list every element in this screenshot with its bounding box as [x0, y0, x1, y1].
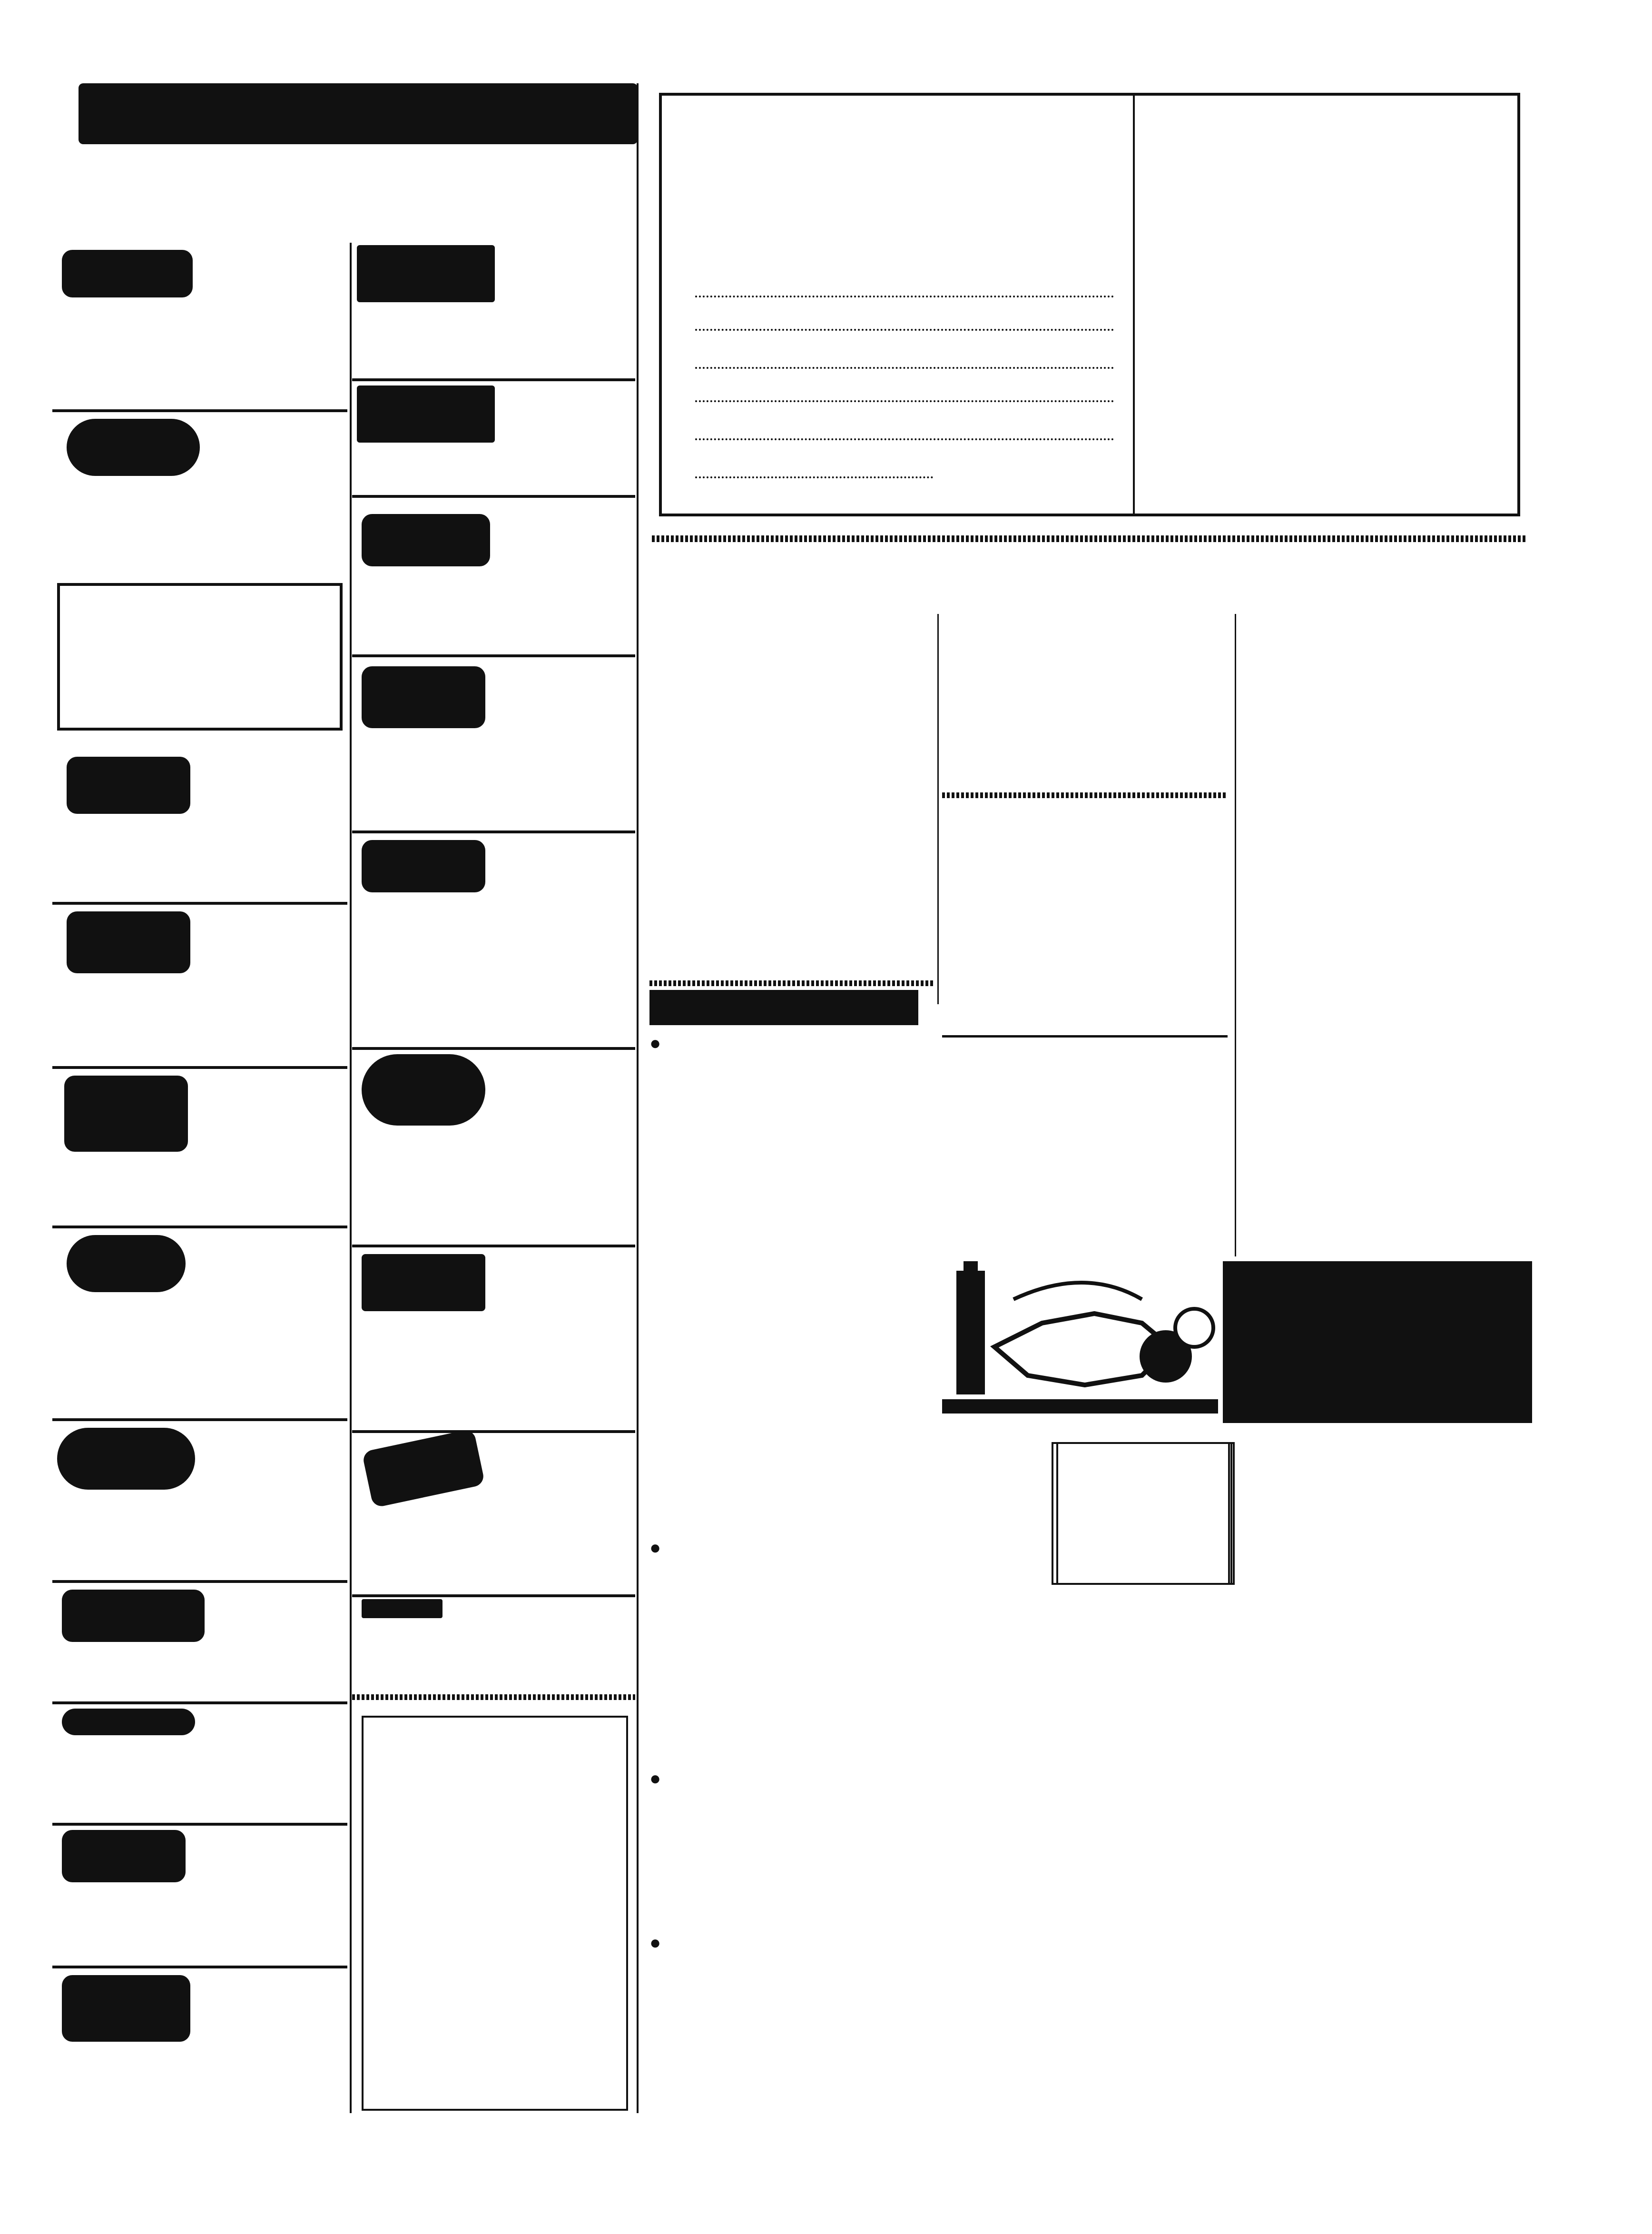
cinema-casino	[52, 1970, 347, 2108]
cartaz-header	[79, 83, 638, 144]
divider	[52, 1966, 347, 1968]
divider	[352, 830, 635, 833]
casino-logo	[62, 1975, 190, 2042]
sao-luiz-logo	[362, 514, 490, 566]
cinema-alvalade	[52, 1423, 347, 1578]
condes-logo	[362, 840, 485, 892]
concurso-morada-field[interactable]	[695, 338, 1114, 369]
odeon-logo	[67, 1235, 186, 1292]
concurso-nome-field[interactable]	[695, 267, 1114, 297]
divider	[52, 902, 347, 905]
divider	[352, 495, 635, 498]
outros-cascais: ●	[649, 1537, 661, 1558]
cinema-ideal	[52, 1830, 347, 1963]
column-rule	[637, 83, 639, 2113]
monumental-box	[57, 583, 343, 731]
concurso-box	[659, 93, 1520, 516]
liz-logo	[62, 1709, 195, 1735]
cinema-tivoli	[52, 243, 347, 407]
divider	[52, 1823, 347, 1826]
ideal-logo	[62, 1830, 186, 1882]
tivoli-logo	[62, 250, 193, 297]
column-rule	[937, 614, 939, 1004]
monumental-logo	[67, 419, 200, 476]
cinema-mundial	[52, 1071, 347, 1223]
divider	[52, 1580, 347, 1583]
divider	[52, 409, 347, 412]
cinema-sao-jorge	[52, 750, 347, 897]
concurso-localidade-field[interactable]	[695, 410, 1114, 440]
divider	[942, 792, 1228, 798]
mundial-logo	[64, 1076, 188, 1152]
concurso-nome-field-2[interactable]	[695, 305, 1114, 331]
cinema-restelo	[52, 1585, 347, 1699]
divider	[352, 1245, 635, 1247]
divider	[352, 1047, 635, 1050]
cinema-eden	[52, 907, 347, 1064]
bom-apetite-ad	[942, 1256, 1532, 1425]
imperio-logo	[357, 245, 495, 302]
concurso-divider	[1133, 96, 1135, 514]
divider	[52, 1418, 347, 1421]
cinema-liz	[52, 1709, 347, 1813]
cinema-imperio	[352, 243, 635, 376]
bom-apetite-banner	[1223, 1261, 1532, 1423]
divider	[52, 1066, 347, 1069]
cinema-estudio	[352, 383, 635, 493]
concurso-telefone-field[interactable]	[695, 448, 933, 478]
eden-logo	[67, 911, 190, 973]
palatino-logo	[362, 1428, 485, 1508]
divider	[649, 980, 935, 986]
precisa-se-ad	[362, 1716, 628, 2111]
divider	[352, 1694, 635, 1700]
divider	[352, 1430, 635, 1433]
cinema-roma	[352, 1052, 635, 1242]
outros-banda: ●	[649, 1932, 661, 1953]
terrasa-logo	[362, 1599, 442, 1618]
avis-logo	[362, 1254, 485, 1311]
cinema-palatino	[352, 1435, 635, 1592]
cinema-odeon	[52, 1230, 347, 1416]
restelo-logo	[62, 1590, 205, 1642]
divider	[652, 535, 1527, 542]
outros-header	[649, 990, 918, 1025]
restauracao-block	[1056, 1442, 1235, 1585]
column-rule	[1235, 614, 1236, 1256]
politeama-logo	[362, 666, 485, 728]
cinema-condes	[352, 835, 635, 1045]
estudio-logo	[357, 386, 495, 443]
roma-logo	[362, 1054, 485, 1126]
divider	[352, 1594, 635, 1597]
concurso-morada-field-2[interactable]	[695, 376, 1114, 402]
divider	[352, 378, 635, 381]
still-life-illustration	[942, 1256, 1218, 1425]
outros-sintra: ●	[649, 1768, 661, 1789]
divider	[52, 1701, 347, 1704]
divider	[352, 654, 635, 657]
outros-lisboa: ●	[649, 1033, 661, 1054]
sao-jorge-logo	[67, 757, 190, 814]
cinema-terrasa	[352, 1599, 635, 1694]
alvalade-logo	[57, 1428, 195, 1490]
divider	[942, 1035, 1228, 1038]
cinema-monumental	[52, 414, 347, 576]
cinema-avis	[352, 1249, 635, 1428]
divider	[52, 1226, 347, 1228]
cinema-sao-luiz	[352, 500, 635, 652]
column-rule	[350, 243, 352, 2113]
cinema-politeama	[352, 659, 635, 828]
